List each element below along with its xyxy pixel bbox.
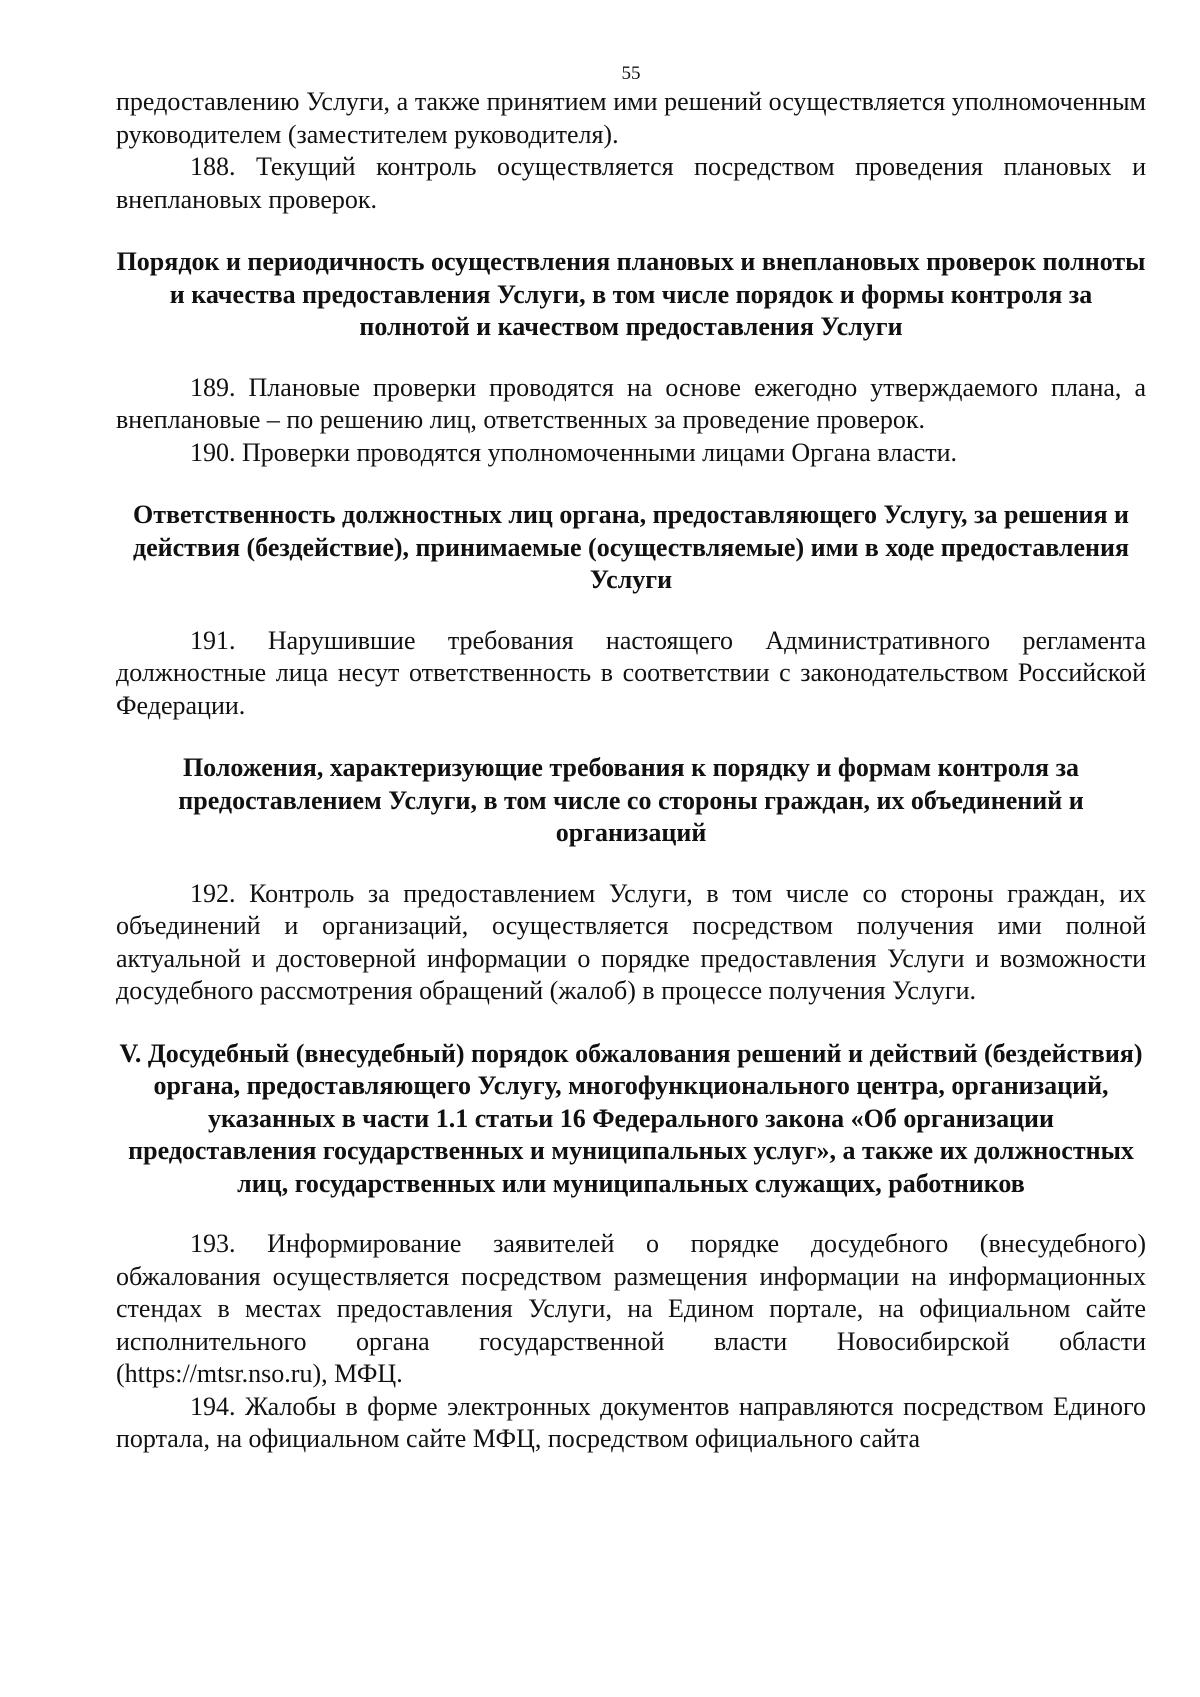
paragraph-continuation: предоставлению Услуги, а также принятием ими решений осуществляется уполномоченным руководителем (заместителем руководителя). xyxy=(116,87,1146,149)
page-number: 55 xyxy=(621,63,641,84)
document-page xyxy=(116,62,1146,1456)
paragraph-193: 193. Информирование заявителей о порядке досудебного (внесудебного) обжалования осуществляется посредством размещения информации на информационных стендах в местах предоставления Услуги, на Едином портале, на официальном сайте исполнительного органа государственной власти Новосибирской области (https://mtsr.nso.ru), МФЦ. xyxy=(116,1229,1146,1388)
paragraph-191: 191. Нарушившие требования настоящего Административного регламента должностные лица несут ответственность в соответствии с законодательством Российской Федерации. xyxy=(116,625,1146,720)
paragraph-194: 194. Жалобы в форме электронных документов направляются посредством Единого портала, на официальном сайте МФЦ, посредством официального сайта xyxy=(116,1391,1146,1453)
section-heading-responsibility: Ответственность должностных лиц органа, предоставляющего Услугу, за решения и действия (бездействие), принимаемые (осуществляемые) ими в ходе предоставления Услуги xyxy=(132,500,1130,594)
paragraph-192: 192. Контроль за предоставлением Услуги, в том числе со стороны граждан, их объединений и организаций, осуществляется посредством получения ими полной актуальной и достоверной информации о порядке предоставления Услуги и возможности досудебного рассмотрения обращений (жалоб) в процессе получения Услуги. xyxy=(116,878,1146,1005)
paragraph-190: 190. Проверки проводятся уполномоченными лицами Органа власти. xyxy=(190,437,958,467)
paragraph-188: 188. Текущий контроль осуществляется посредством проведения плановых и внеплановых проверок. xyxy=(116,152,1146,214)
section-heading-inspections: Порядок и периодичность осуществления плановых и внеплановых проверок полноты и качества предоставления Услуги, в том числе порядок и формы контроля за полнотой и качеством предоставления Услуги xyxy=(116,247,1146,341)
paragraph-189: 189. Плановые проверки проводятся на основе ежегодно утверждаемого плана, а внеплановые – по решению лиц, ответственных за проведение проверок. xyxy=(116,372,1146,434)
section-heading-appeal-procedure: V. Досудебный (внесудебный) порядок обжалования решений и действий (бездействия) органа, предоставляющего Услугу, многофункционального центра, организаций, указанных в части 1.1 статьи 16 Федерального закона «Об организации предоставления государственных и муниципальных услуг», а также их должностных лиц, государственных или муниципальных служащих, работников xyxy=(119,1038,1143,1198)
section-heading-control-provisions: Положения, характеризующие требования к порядку и формам контроля за предоставлением Услуги, в том числе со стороны граждан, их объединений и организаций xyxy=(178,753,1084,847)
